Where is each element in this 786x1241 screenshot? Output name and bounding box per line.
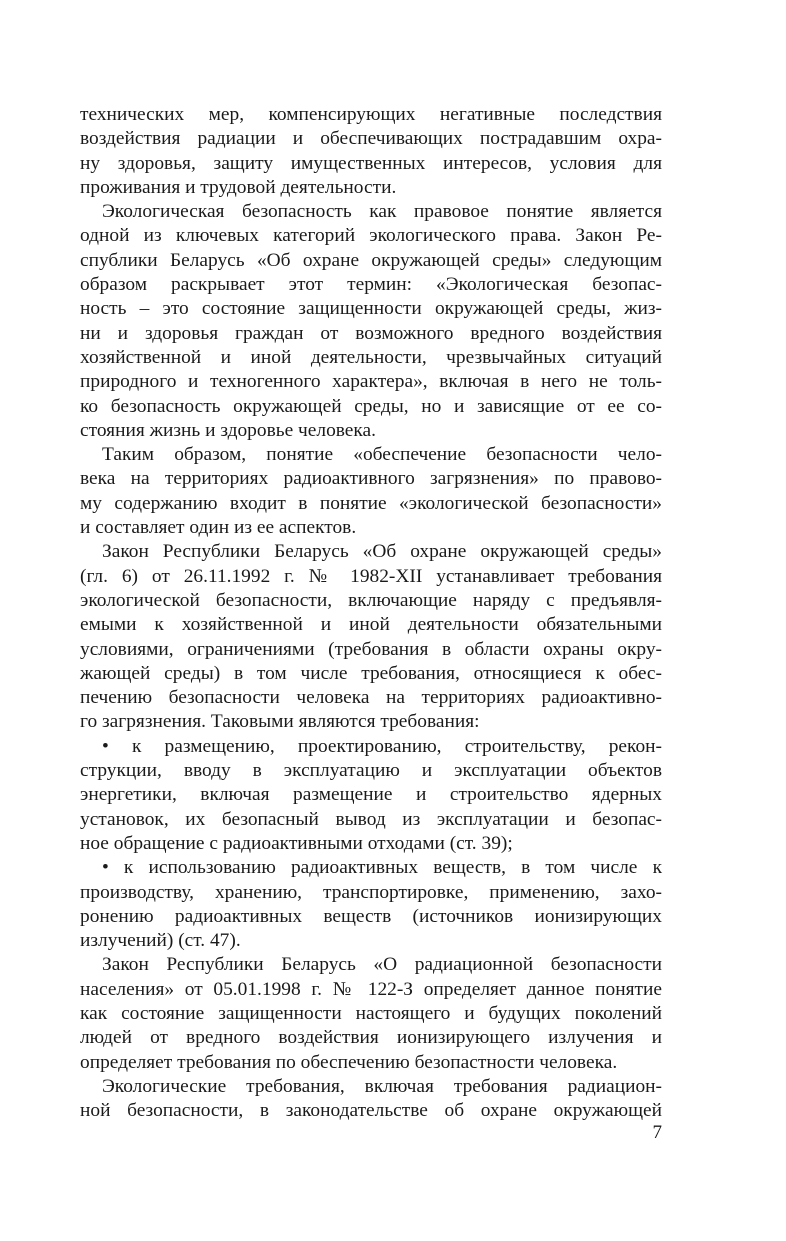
paragraph xyxy=(80,103,662,200)
text-line: проживания и трудовой деятельности. xyxy=(80,176,397,198)
text-line: людей от вредного воздействия ионизирующего излучения и xyxy=(80,1027,662,1049)
text-line: Таким образом, понятие «обеспечение безопасности чело- xyxy=(102,444,662,466)
text-line: воздействия радиации и обеспечивающих пострадавшим охра- xyxy=(80,128,662,150)
text-line: природного и техногенного характера», включая в него не толь- xyxy=(80,371,662,393)
page-number: 7 xyxy=(652,1122,662,1143)
paragraph xyxy=(80,953,662,1074)
text-line: ность – это состояние защищенности окружающей среды, жиз- xyxy=(80,298,662,320)
text-line: излучений) (ст. 47). xyxy=(80,930,241,952)
text-line: энергетики, включая размещение и строительство ядерных xyxy=(80,784,662,806)
text-line: экологической безопасности, включающие наряду с предъявля- xyxy=(80,589,662,611)
paragraph xyxy=(80,200,662,443)
text-line: технических мер, компенсирующих негативные последствия xyxy=(80,104,662,125)
text-line: ну здоровья, защиту имущественных интересов, условия для xyxy=(80,152,662,174)
text-line: • к использованию радиоактивных веществ, в том числе к xyxy=(102,857,662,879)
text-line: населения» от 05.01.1998 г. № 122-З определяет данное понятие xyxy=(80,978,662,1000)
text-line: и составляет один из ее аспектов. xyxy=(80,517,357,539)
paragraph xyxy=(80,735,662,856)
text-line: Закон Республики Беларусь «О радиационной безопасности xyxy=(102,954,662,976)
text-line: ное обращение с радиоактивными отходами (ст. 39); xyxy=(80,832,513,854)
text-line: печению безопасности человека на территориях радиоактивно- xyxy=(80,687,662,709)
text-line: го загрязнения. Таковыми являются требования: xyxy=(80,711,480,733)
text-line: производству, хранению, транспортировке, применению, захо- xyxy=(80,881,662,903)
text-line: струкции, вводу в эксплуатацию и эксплуатации объектов xyxy=(80,760,662,782)
text-line: условиями, ограничениями (требования в области охраны окру- xyxy=(80,638,662,660)
text-line: ронению радиоактивных веществ (источников ионизирующих xyxy=(80,905,662,927)
paragraph xyxy=(80,443,662,540)
text-line: ко безопасность окружающей среды, но и зависящие от ее со- xyxy=(80,395,662,417)
text-line: хозяйственной и иной деятельности, чрезвычайных ситуаций xyxy=(80,346,662,368)
text-line: стояния жизнь и здоровье человека. xyxy=(80,419,376,441)
body-text xyxy=(80,103,662,1123)
paragraph xyxy=(80,540,662,734)
text-line: установок, их безопасный вывод из эксплуатации и безопас- xyxy=(80,808,662,830)
text-line: спублики Беларусь «Об охране окружающей среды» следующим xyxy=(80,249,662,271)
text-line: му содержанию входит в понятие «экологической безопасности» xyxy=(80,492,662,514)
text-line: одной из ключевых категорий экологического права. Закон Ре- xyxy=(80,225,662,247)
text-line: Закон Республики Беларусь «Об охране окружающей среды» xyxy=(102,541,662,563)
text-line: ной безопасности, в законодательстве об охране окружающей xyxy=(80,1100,662,1122)
text-line: (гл. 6) от 26.11.1992 г. № 1982-XII устанавливает требования xyxy=(80,565,662,587)
text-line: жающей среды) в том числе требования, относящиеся к обес- xyxy=(80,662,662,684)
text-line: ни и здоровья граждан от возможного вредного воздействия xyxy=(80,322,662,344)
text-line: определяет требования по обеспечению безопастности человека. xyxy=(80,1051,618,1073)
paragraph xyxy=(80,856,662,953)
text-line: как состояние защищенности настоящего и будущих поколений xyxy=(80,1002,662,1024)
text-line: Экологическая безопасность как правовое понятие является xyxy=(102,201,662,223)
text-line: • к размещению, проектированию, строительству, рекон- xyxy=(102,735,662,757)
text-line: емыми к хозяйственной и иной деятельности обязательными xyxy=(80,614,662,636)
paragraph xyxy=(80,1075,662,1124)
text-line: Экологические требования, включая требования радиацион- xyxy=(102,1075,662,1097)
text-line: века на территориях радиоактивного загрязнения» по правово- xyxy=(80,468,662,490)
text-line: образом раскрывает этот термин: «Экологическая безопас- xyxy=(80,274,662,296)
